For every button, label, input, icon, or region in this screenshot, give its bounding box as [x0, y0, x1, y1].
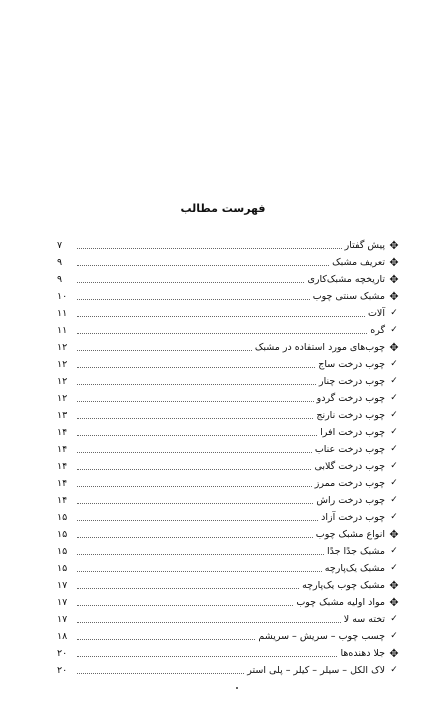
toc-entry-page-number: ۱۷	[57, 597, 68, 608]
cross-bullet-icon: ✥	[389, 256, 399, 269]
toc-entry[interactable]	[57, 594, 400, 611]
toc-entry-label: چوب درخت نارنج	[316, 410, 385, 421]
toc-entry-page-number: ۲۰	[57, 648, 68, 659]
toc-entry-page-number: ۱۴	[57, 478, 68, 489]
toc-entry-label: گره	[370, 325, 385, 336]
dot-leader	[77, 537, 313, 538]
dot-leader	[77, 605, 293, 606]
dot-leader	[77, 367, 315, 368]
toc-entry-page-number: ۱۲	[57, 342, 68, 353]
toc-entry-page-number: ۹	[57, 274, 63, 285]
dot-leader	[77, 350, 252, 351]
dot-leader	[77, 673, 244, 674]
check-icon: ✓	[390, 631, 398, 641]
cross-bullet-icon: ✥	[389, 239, 399, 252]
toc-entry-label: چوب درخت ممرز	[314, 478, 385, 489]
toc-entry[interactable]	[57, 458, 400, 475]
toc-entry-label: مشبک جدًا جدًا	[327, 546, 385, 557]
dot-leader	[77, 656, 337, 657]
toc-entry-page-number: ۱۷	[57, 614, 68, 625]
toc-entry-label: آلات	[367, 308, 385, 319]
toc-entry[interactable]	[57, 560, 400, 577]
toc-entry[interactable]	[57, 407, 400, 424]
dot-leader	[77, 248, 342, 249]
check-icon: ✓	[390, 359, 398, 369]
toc-entry[interactable]	[57, 271, 400, 288]
toc-entry[interactable]	[57, 577, 400, 594]
toc-entry-label: تاریخچه مشبک‌کاری	[307, 274, 385, 285]
dot-leader	[77, 435, 317, 436]
toc-entry-page-number: ۱۳	[57, 410, 68, 421]
toc-entry[interactable]	[57, 509, 400, 526]
dot-leader	[77, 418, 313, 419]
cross-bullet-icon: ✥	[389, 579, 399, 592]
toc-entry-page-number: ۹	[57, 257, 63, 268]
toc-entry-page-number: ۲۰	[57, 665, 68, 676]
check-icon: ✓	[390, 325, 398, 335]
toc-entry-label: چوب درخت گردو	[316, 393, 385, 404]
toc-entry-label: مشبک یک‌پارچه	[324, 563, 385, 574]
toc-entry-label: چوب درخت ساج	[318, 359, 385, 370]
toc-entry-label: مواد اولیه مشبک چوب	[296, 597, 385, 608]
cross-bullet-icon: ✥	[389, 596, 399, 609]
toc-entry-page-number: ۱۲	[57, 376, 68, 387]
toc-entry-label: تخته سه لا	[343, 614, 385, 625]
toc-entry-page-number: ۱۴	[57, 461, 68, 472]
check-icon: ✓	[390, 376, 398, 386]
check-icon: ✓	[390, 495, 398, 505]
check-icon: ✓	[390, 393, 398, 403]
dot-leader	[77, 401, 314, 402]
toc-entry-label: چوب‌های مورد استفاده در مشبک	[254, 342, 385, 353]
toc-entry[interactable]	[57, 390, 400, 407]
toc-entry-label: چوب درخت گلابی	[314, 461, 385, 472]
dot-leader	[77, 299, 310, 300]
toc-entry-page-number: ۱۱	[57, 308, 68, 319]
dot-leader	[77, 265, 329, 266]
toc-entry-page-number: ۱۴	[57, 495, 68, 506]
dot-leader	[77, 639, 255, 640]
page-title: فهرست مطالب	[180, 202, 266, 215]
toc-entry-page-number: ۱۲	[57, 393, 68, 404]
table-of-contents	[57, 237, 400, 679]
toc-entry-page-number: ۱۲	[57, 359, 68, 370]
toc-entry[interactable]	[57, 628, 400, 645]
toc-entry-label: چوب درخت راش	[316, 495, 385, 506]
toc-entry-label: مشبک چوب یک‌پارچه	[302, 580, 385, 591]
cross-bullet-icon: ✥	[389, 528, 399, 541]
toc-entry-page-number: ۱۵	[57, 563, 68, 574]
toc-entry-label: مشبک سنتی چوب	[312, 291, 385, 302]
cross-bullet-icon: ✥	[389, 273, 399, 286]
dot-leader	[77, 452, 312, 453]
toc-entry-label: جلا دهنده‌ها	[340, 648, 385, 659]
toc-entry-label: چوب درخت افرا	[320, 427, 385, 438]
toc-entry[interactable]	[57, 492, 400, 509]
dot-leader	[77, 520, 318, 521]
toc-entry[interactable]	[57, 356, 400, 373]
toc-entry[interactable]	[57, 475, 400, 492]
dot-leader	[77, 384, 316, 385]
toc-entry-page-number: ۱۵	[57, 546, 68, 557]
page-footer-mark	[236, 687, 238, 689]
toc-entry-label: چوب درخت چنار	[318, 376, 385, 387]
toc-entry-label: چوب درخت عناب	[314, 444, 385, 455]
toc-entry[interactable]	[57, 288, 400, 305]
cross-bullet-icon: ✥	[389, 290, 399, 303]
cross-bullet-icon: ✥	[389, 341, 399, 354]
dot-leader	[77, 554, 324, 555]
check-icon: ✓	[390, 546, 398, 556]
toc-entry[interactable]	[57, 305, 400, 322]
toc-entry-label: لاک الکل – سیلر – کیلر – پلی استر	[247, 665, 385, 676]
check-icon: ✓	[390, 665, 398, 675]
toc-entry[interactable]	[57, 526, 400, 543]
dot-leader	[77, 503, 313, 504]
toc-entry-label: چسب چوب – سریش – سریشم	[258, 631, 385, 642]
check-icon: ✓	[390, 410, 398, 420]
toc-entry[interactable]	[57, 254, 400, 271]
toc-entry-label: چوب درخت آزاد	[321, 512, 385, 523]
check-icon: ✓	[390, 461, 398, 471]
dot-leader	[77, 486, 312, 487]
toc-entry[interactable]	[57, 237, 400, 254]
dot-leader	[77, 316, 365, 317]
toc-entry[interactable]	[57, 424, 400, 441]
toc-entry[interactable]	[57, 322, 400, 339]
dot-leader	[77, 333, 367, 334]
toc-entry-page-number: ۱۷	[57, 580, 68, 591]
toc-entry-label: تعریف مشبک	[332, 257, 385, 268]
toc-entry-page-number: ۱۰	[57, 291, 68, 302]
toc-entry-page-number: ۱۵	[57, 512, 68, 523]
check-icon: ✓	[390, 427, 398, 437]
toc-entry[interactable]	[57, 543, 400, 560]
toc-entry[interactable]	[57, 645, 400, 662]
toc-entry-label: انواع مشبک چوب	[315, 529, 385, 540]
dot-leader	[77, 588, 299, 589]
toc-entry-label: پیش گفتار	[344, 240, 385, 251]
dot-leader	[77, 282, 304, 283]
check-icon: ✓	[390, 444, 398, 454]
toc-entry[interactable]	[57, 441, 400, 458]
check-icon: ✓	[390, 563, 398, 573]
check-icon: ✓	[390, 614, 398, 624]
dot-leader	[77, 571, 322, 572]
toc-entry-page-number: ۱۴	[57, 427, 68, 438]
toc-entry[interactable]	[57, 373, 400, 390]
toc-entry[interactable]	[57, 611, 400, 628]
toc-entry[interactable]	[57, 339, 400, 356]
toc-entry-page-number: ۷	[57, 240, 63, 251]
toc-entry[interactable]	[57, 662, 400, 679]
toc-entry-page-number: ۱۸	[57, 631, 68, 642]
check-icon: ✓	[390, 512, 398, 522]
toc-entry-page-number: ۱۱	[57, 325, 68, 336]
cross-bullet-icon: ✥	[389, 647, 399, 660]
toc-entry-page-number: ۱۴	[57, 444, 68, 455]
check-icon: ✓	[390, 308, 398, 318]
toc-entry-page-number: ۱۵	[57, 529, 68, 540]
check-icon: ✓	[390, 478, 398, 488]
dot-leader	[77, 622, 341, 623]
dot-leader	[77, 469, 311, 470]
